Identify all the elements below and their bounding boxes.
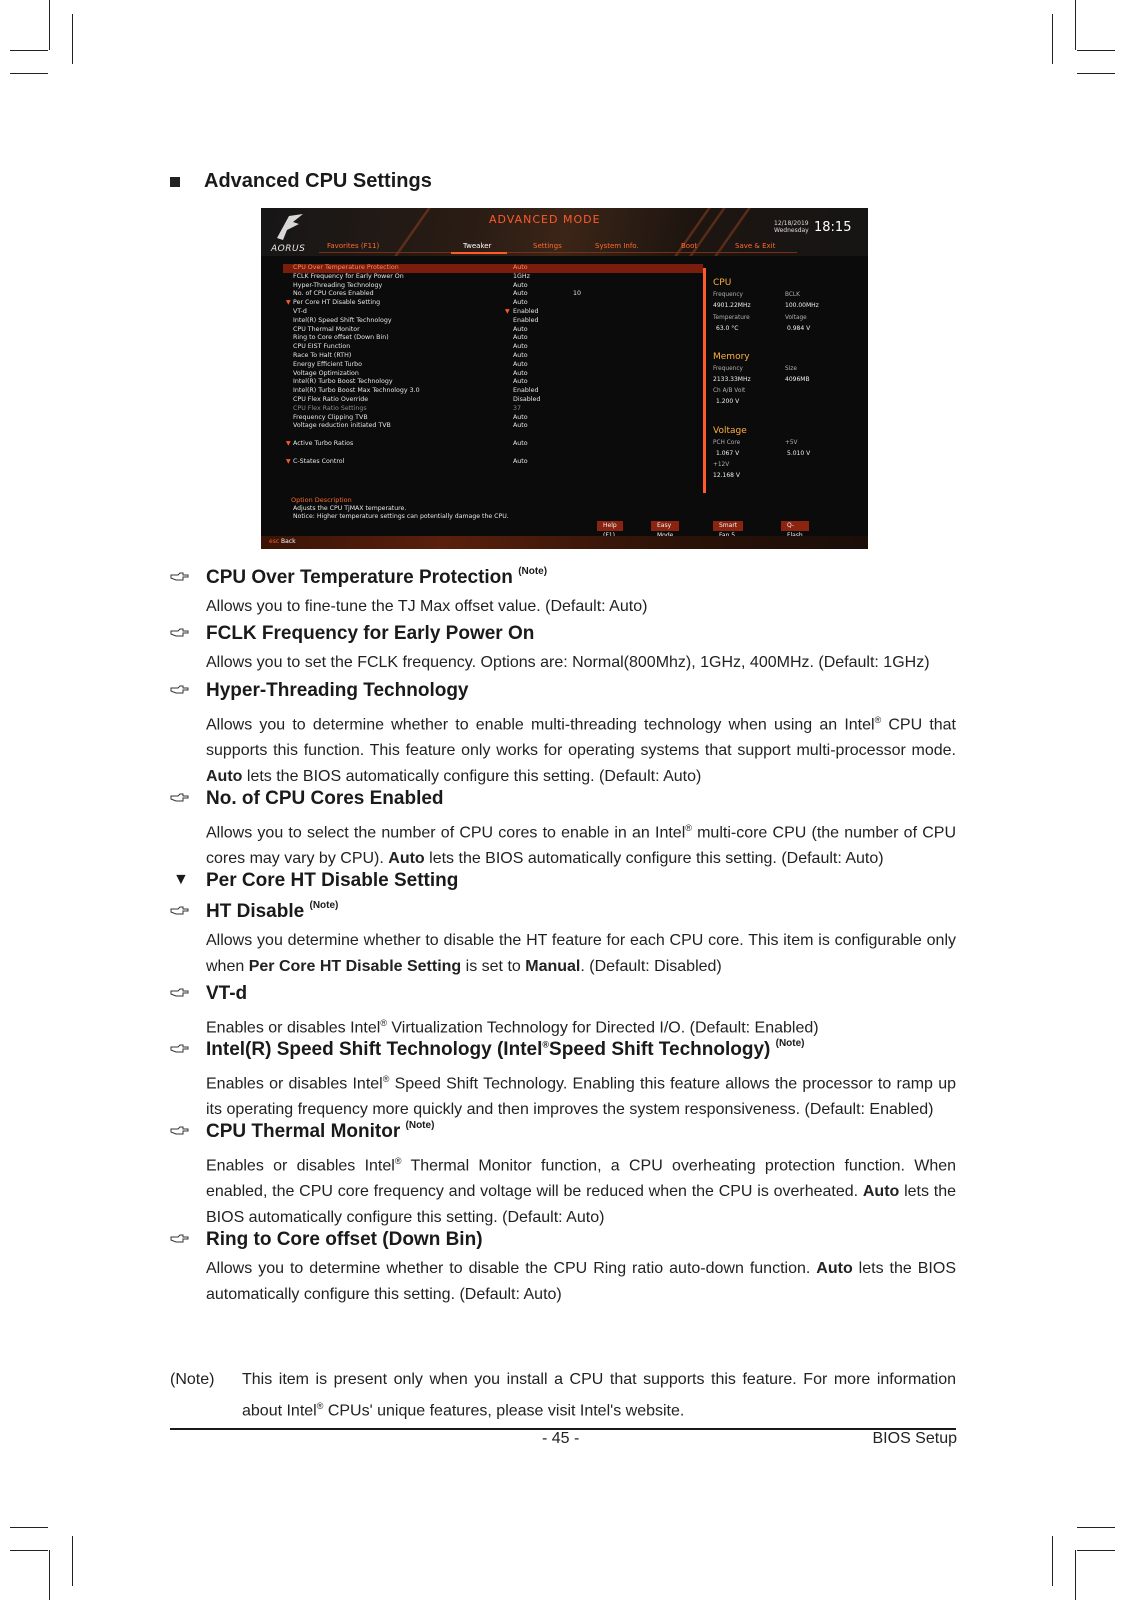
bios-settings-list bbox=[283, 264, 703, 466]
smart-fan-button[interactable]: Smart bbox=[713, 521, 743, 531]
section-title: Advanced CPU Settings bbox=[204, 170, 432, 192]
setting-label: Race To Halt (RTH) bbox=[293, 351, 352, 359]
list-item[interactable] bbox=[283, 422, 703, 431]
setting-label: C-States Control bbox=[293, 457, 345, 465]
tab-active-indicator bbox=[451, 252, 507, 254]
setting-value: Auto bbox=[513, 360, 528, 368]
setting-label: Active Turbo Ratios bbox=[293, 439, 354, 447]
item-description: Allows you determine whether to disable the HT feature for each CPU core. This item is configurable only when Per Core HT Disable Setting is set to Manual. (Default: Disabled) bbox=[206, 932, 956, 975]
back-button[interactable] bbox=[269, 538, 296, 545]
item-description: Allows you to fine-tune the TJ Max offset value. (Default: Auto) bbox=[206, 598, 648, 615]
list-item[interactable] bbox=[283, 378, 703, 387]
setting-label: Voltage Optimization bbox=[293, 369, 359, 377]
item-title: Intel(R) Speed Shift Technology (Intel bbox=[206, 1039, 543, 1060]
bios-brand: AORUS bbox=[271, 244, 306, 254]
cpu-bclk-value: 100.00MHz bbox=[785, 302, 819, 309]
cpu-temperature-label: Temperature bbox=[713, 315, 750, 321]
esc-key: esc bbox=[269, 538, 280, 545]
hardware-monitor-panel bbox=[713, 268, 853, 493]
setting-label: No. of CPU Cores Enabled bbox=[293, 290, 374, 298]
cpu-heading: CPU bbox=[713, 278, 732, 288]
setting-value: Auto bbox=[513, 457, 528, 465]
cpu-voltage-value: 0.984 V bbox=[787, 325, 811, 332]
bios-date bbox=[774, 220, 809, 234]
setting-value: Auto bbox=[513, 325, 528, 333]
tab-tweaker[interactable]: Tweaker bbox=[463, 242, 492, 250]
setting-label: CPU Flex Ratio Settings bbox=[293, 404, 367, 412]
memory-heading: Memory bbox=[713, 352, 750, 362]
tab-system-info[interactable]: System Info. bbox=[595, 242, 639, 250]
setting-value: 1GHz bbox=[513, 272, 530, 280]
option-description-line: Adjusts the CPU TjMAX temperature. bbox=[293, 505, 407, 512]
page-number: - 45 - bbox=[542, 1430, 580, 1447]
bios-mode-title: ADVANCED MODE bbox=[489, 213, 601, 226]
pointing-hand-icon bbox=[170, 1125, 190, 1137]
bios-screenshot bbox=[261, 208, 868, 549]
plus12v-value: 12.168 V bbox=[713, 472, 741, 479]
tab-divider bbox=[319, 252, 797, 253]
setting-label: Intel(R) Turbo Boost Max Technology 3.0 bbox=[293, 387, 420, 395]
tab-favorites[interactable]: Favorites (F11) bbox=[327, 242, 380, 250]
footer-section-title: BIOS Setup bbox=[872, 1430, 957, 1447]
memory-frequency-value: 2133.33MHz bbox=[713, 376, 751, 383]
bios-date-text: 12/18/2019 bbox=[774, 220, 809, 227]
option-description-text bbox=[293, 505, 509, 521]
expand-arrow-icon: ▼ bbox=[286, 299, 291, 307]
triangle-down-icon: ▼ bbox=[173, 871, 189, 888]
setting-label: Per Core HT Disable Setting bbox=[293, 299, 381, 307]
list-item[interactable] bbox=[283, 317, 703, 326]
list-item[interactable] bbox=[283, 326, 703, 335]
item-description: Enables or disables Intel® Speed Shift Technology. Enabling this feature allows the processor to ramp up its operating frequency more quickly and then improves the system responsiveness. (Default: Enabled) bbox=[206, 1074, 956, 1119]
back-label: Back bbox=[281, 538, 296, 545]
setting-value: Auto bbox=[513, 281, 528, 289]
setting-value: Auto bbox=[513, 369, 528, 377]
crop-mark bbox=[10, 1550, 48, 1551]
crop-mark bbox=[72, 14, 73, 64]
setting-label: Intel(R) Turbo Boost Technology bbox=[293, 378, 393, 386]
crop-mark bbox=[10, 73, 48, 74]
q-flash-button[interactable]: Q- bbox=[781, 521, 809, 531]
list-item[interactable] bbox=[283, 414, 703, 423]
list-item bbox=[283, 405, 703, 414]
square-bullet-icon bbox=[170, 177, 180, 187]
pointing-hand-icon bbox=[170, 905, 190, 917]
bios-tabs bbox=[319, 242, 839, 254]
note-marker: (Note) bbox=[518, 565, 548, 577]
list-item[interactable] bbox=[283, 343, 703, 352]
crop-mark bbox=[1077, 1527, 1115, 1528]
list-item[interactable] bbox=[283, 387, 703, 396]
setting-value: Auto bbox=[513, 343, 528, 351]
value-arrow-icon: ▼ bbox=[505, 307, 510, 315]
item-description: Enables or disables Intel® Thermal Monitor function, a CPU overheating protection function. When enabled, the CPU core frequency and voltage will be reduced when the CPU is overheated. Auto lets the BIOS automatically configure this setting. (Default: Auto) bbox=[206, 1156, 957, 1227]
crop-mark bbox=[1075, 0, 1076, 50]
scrollbar[interactable] bbox=[703, 268, 706, 493]
bios-bottom-bar bbox=[261, 536, 868, 549]
crop-mark bbox=[1075, 1550, 1076, 1600]
list-item[interactable] bbox=[283, 334, 703, 343]
expand-arrow-icon: ▼ bbox=[286, 439, 291, 447]
footnote-text: This item is present only when you install a CPU that supports this feature. For more information about Intel® CPUs' unique features, please visit Intel's website. bbox=[242, 1371, 956, 1420]
expand-arrow-icon: ▼ bbox=[286, 457, 291, 465]
bios-clock: 18:15 bbox=[814, 220, 852, 235]
pointing-hand-icon bbox=[170, 792, 190, 804]
setting-label: VT-d bbox=[293, 307, 307, 315]
cpu-voltage-label: Voltage bbox=[785, 315, 807, 321]
list-item[interactable] bbox=[283, 458, 703, 467]
item-title: CPU Over Temperature Protection bbox=[206, 567, 513, 588]
setting-value: Auto bbox=[513, 413, 528, 421]
aorus-eagle-icon bbox=[275, 212, 305, 242]
footnote-label: (Note) bbox=[170, 1371, 215, 1388]
option-description-title: Option Description bbox=[291, 496, 352, 504]
option-description-line: Notice: Higher temperature settings can potentially damage the CPU. bbox=[293, 513, 509, 520]
list-item[interactable] bbox=[283, 282, 703, 291]
plus12v-label: +12V bbox=[713, 462, 730, 468]
crop-mark bbox=[10, 50, 48, 51]
setting-value-secondary: 10 bbox=[573, 290, 582, 298]
item-title: VT-d bbox=[206, 983, 248, 1004]
item-title: FCLK Frequency for Early Power On bbox=[206, 623, 535, 644]
voltage-heading: Voltage bbox=[713, 426, 747, 436]
setting-value: Enabled bbox=[513, 387, 539, 395]
item-title: HT Disable bbox=[206, 901, 305, 922]
note-marker: (Note) bbox=[775, 1037, 805, 1049]
cpu-frequency-value: 4901.22MHz bbox=[713, 302, 751, 309]
setting-label: Frequency Clipping TVB bbox=[293, 413, 368, 421]
list-item[interactable] bbox=[283, 370, 703, 379]
tab-boot[interactable]: Boot bbox=[681, 242, 698, 250]
setting-label: Hyper-Threading Technology bbox=[293, 281, 383, 289]
setting-value: Auto bbox=[513, 378, 528, 386]
item-title: Hyper-Threading Technology bbox=[206, 680, 469, 701]
list-item[interactable] bbox=[283, 299, 703, 308]
item-description: Allows you to determine whether to enable multi-threading technology when using an Intel® CPU that supports this function. This feature only works for operating systems that support multi-processor mode. Auto lets the BIOS automatically configure this setting. (Default: Auto) bbox=[206, 715, 956, 786]
setting-value: Auto bbox=[513, 439, 528, 447]
memory-volt-label: Ch A/B Volt bbox=[713, 388, 746, 394]
pointing-hand-icon bbox=[170, 987, 190, 999]
plus5v-value: 5.010 V bbox=[787, 450, 811, 457]
setting-value: 37 bbox=[513, 404, 522, 412]
cpu-bclk-label: BCLK bbox=[785, 292, 800, 298]
crop-mark bbox=[49, 1550, 50, 1600]
crop-mark bbox=[10, 1527, 48, 1528]
item-description: Allows you to determine whether to disable the CPU Ring ratio auto-down function. Auto lets the BIOS automatically configure this setting. (Default: Auto) bbox=[206, 1260, 956, 1303]
plus5v-label: +5V bbox=[785, 440, 798, 446]
crop-mark bbox=[72, 1536, 73, 1586]
tab-settings[interactable]: Settings bbox=[533, 242, 562, 250]
crop-mark bbox=[1077, 73, 1115, 74]
crop-mark bbox=[1052, 1536, 1053, 1586]
section-heading bbox=[170, 170, 432, 193]
bios-weekday: Wednesday bbox=[774, 227, 809, 234]
note-marker: (Note) bbox=[405, 1119, 435, 1131]
list-item[interactable] bbox=[283, 352, 703, 361]
item-title: CPU Thermal Monitor bbox=[206, 1121, 401, 1142]
memory-frequency-label: Frequency bbox=[713, 366, 743, 372]
list-item[interactable] bbox=[283, 308, 703, 317]
list-item[interactable] bbox=[283, 273, 703, 282]
item-description: Allows you to set the FCLK frequency. Options are: Normal(800Mhz), 1GHz, 400MHz. (Default: 1GHz) bbox=[206, 654, 930, 671]
setting-value: Enabled bbox=[513, 316, 539, 324]
list-item[interactable] bbox=[283, 264, 703, 273]
crop-mark bbox=[49, 0, 50, 50]
help-button[interactable]: Help bbox=[597, 521, 623, 531]
setting-label: Ring to Core offset (Down Bin) bbox=[293, 334, 389, 342]
crop-mark bbox=[1052, 14, 1053, 64]
pointing-hand-icon bbox=[170, 1233, 190, 1245]
cpu-temperature-value: 63.0 °C bbox=[716, 325, 739, 332]
cpu-frequency-label: Frequency bbox=[713, 292, 743, 298]
setting-value: Auto bbox=[513, 351, 528, 359]
setting-label: CPU Over Temperature Protection bbox=[293, 264, 399, 271]
item-title: Per Core HT Disable Setting bbox=[206, 870, 459, 891]
list-item[interactable] bbox=[283, 440, 703, 449]
pointing-hand-icon bbox=[170, 1043, 190, 1055]
bios-header bbox=[261, 208, 868, 256]
easy-mode-button[interactable]: Easy bbox=[651, 521, 679, 531]
setting-value: Auto bbox=[513, 334, 528, 342]
memory-size-label: Size bbox=[785, 366, 797, 372]
pch-core-label: PCH Core bbox=[713, 440, 741, 446]
memory-size-value: 4096MB bbox=[785, 376, 810, 383]
setting-label: CPU Thermal Monitor bbox=[293, 325, 360, 333]
setting-label: CPU EIST Function bbox=[293, 343, 351, 351]
item-description: Allows you to select the number of CPU cores to enable in an Intel® multi-core CPU (the number of CPU cores may vary by CPU). Auto lets the BIOS automatically configure this setting. (Default: Auto) bbox=[206, 823, 956, 868]
list-item[interactable] bbox=[283, 290, 703, 299]
tab-save-exit[interactable]: Save & Exit bbox=[735, 242, 776, 250]
pointing-hand-icon bbox=[170, 571, 190, 583]
setting-label: CPU Flex Ratio Override bbox=[293, 395, 369, 403]
setting-value: Auto bbox=[513, 264, 528, 271]
pch-core-value: 1.067 V bbox=[716, 450, 740, 457]
setting-label: FCLK Frequency for Early Power On bbox=[293, 272, 404, 280]
pointing-hand-icon bbox=[170, 684, 190, 696]
memory-volt-value: 1.200 V bbox=[716, 398, 740, 405]
setting-label: Energy Efficient Turbo bbox=[293, 360, 362, 368]
setting-value: Enabled bbox=[513, 307, 539, 315]
item-description: Enables or disables Intel® Virtualization Technology for Directed I/O. (Default: Enabled) bbox=[206, 1018, 819, 1037]
setting-label: Intel(R) Speed Shift Technology bbox=[293, 316, 392, 324]
pointing-hand-icon bbox=[170, 627, 190, 639]
item-title: Ring to Core offset (Down Bin) bbox=[206, 1229, 483, 1250]
note-marker: (Note) bbox=[309, 899, 339, 911]
list-item[interactable] bbox=[283, 361, 703, 370]
setting-value: Auto bbox=[513, 422, 528, 430]
setting-value: Disabled bbox=[513, 395, 541, 403]
setting-value: Auto bbox=[513, 299, 528, 307]
list-item[interactable] bbox=[283, 396, 703, 405]
item-title: No. of CPU Cores Enabled bbox=[206, 788, 444, 809]
setting-label: Voltage reduction initiated TVB bbox=[293, 422, 391, 430]
crop-mark bbox=[1077, 1550, 1115, 1551]
crop-mark bbox=[1077, 50, 1115, 51]
setting-value: Auto bbox=[513, 290, 528, 298]
